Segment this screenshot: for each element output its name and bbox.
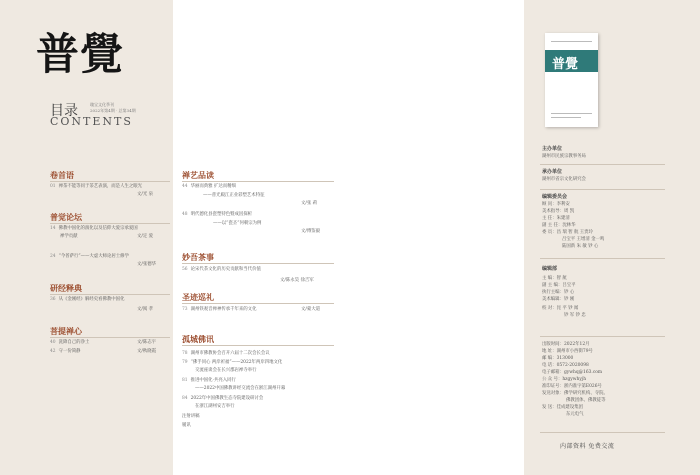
publish-value: 佳成建设集团 xyxy=(556,405,583,410)
publish-value: 浙内准字第E026号 xyxy=(563,384,602,389)
committee-row: 主 任：朱建清 xyxy=(542,216,570,221)
publish-label: 公 众 号： xyxy=(542,377,563,382)
cover-title: 普覺 xyxy=(552,57,579,72)
toc-entry-continued[interactable] xyxy=(60,234,78,240)
page-number: 81 xyxy=(182,378,188,383)
page-number: 44 xyxy=(182,184,188,189)
committee-row xyxy=(562,244,598,250)
section-title: 妙吾茶事 xyxy=(182,252,214,262)
section-title: 菩提禅心 xyxy=(50,326,82,336)
committee-names: 吕宝平 王增清 金一鸣 xyxy=(562,237,605,242)
publish-label: 准印证号： xyxy=(542,384,564,389)
toc-entry-continued[interactable] xyxy=(195,404,235,410)
publish-value: 2022年12月 xyxy=(563,342,590,347)
section-divider xyxy=(182,181,334,182)
toc-entry[interactable] xyxy=(182,360,282,366)
entry-title: 湖州市佛教协会召开六届十二次会长会议 xyxy=(190,351,270,356)
entry-author: 文/阅 孝 xyxy=(137,307,154,312)
toc-entry[interactable] xyxy=(50,226,138,232)
page-number: 40 xyxy=(50,340,56,345)
sponsor-label: 主办单位 xyxy=(542,146,563,152)
publish-row xyxy=(542,377,586,383)
entry-author: 文/蒙大道 xyxy=(301,307,321,312)
issue-meta-line2: 2022年第4期 · 总第34期 xyxy=(90,108,136,113)
editorial-role: 美术编辑 xyxy=(542,297,560,302)
toc-title: 目录 xyxy=(50,103,78,119)
toc-entry[interactable] xyxy=(50,340,89,346)
publish-row xyxy=(542,356,573,362)
section-title: 普觉论坛 xyxy=(50,212,82,222)
toc-entry[interactable] xyxy=(50,184,142,190)
publish-value: gywhq@163.com xyxy=(563,370,603,375)
entry-title: ——2022中国佛教讲经交流会在浙江湖州开幕 xyxy=(195,386,286,391)
distribution-note: 内部资料 免费交流 xyxy=(560,443,615,450)
committee-role: 委 员 xyxy=(542,230,553,235)
entry-title: ——以“瓷圣”何朝宗为例 xyxy=(213,221,262,226)
cover-rule xyxy=(551,113,592,114)
entry-author: 文/陈志宇 xyxy=(137,340,157,345)
section-divider xyxy=(182,345,334,346)
publish-label: 发送对象： xyxy=(542,391,564,396)
editorial-row xyxy=(564,313,586,319)
page-number: 24 xyxy=(50,254,56,259)
publish-row xyxy=(542,384,602,390)
toc-entry[interactable] xyxy=(182,396,263,402)
colophon-divider xyxy=(540,189,665,190)
committee-row: 委 员：昌 瑞 智 航 王贵玲 xyxy=(542,230,593,235)
editorial-names: 钞 心 xyxy=(563,290,575,295)
publish-label: 出版时间： xyxy=(542,342,564,347)
committee-row: 副 主 任：沈林华 xyxy=(542,223,576,228)
entry-title: 禅学贡献 xyxy=(60,234,78,239)
issue-meta-line1: 瑰宝文化季刊 xyxy=(90,102,114,107)
editorial-names: 智 航 xyxy=(556,276,567,281)
entry-title: 守一份简静 xyxy=(58,349,81,354)
toc-title-en: CONTENTS xyxy=(50,115,133,128)
entry-title: 湖州铁观音禅神传承千年来的文化 xyxy=(190,307,257,312)
entry-title: 禅茶不能等同于茶艺表演，而是人生之眼光 xyxy=(58,184,143,189)
middle-panel xyxy=(173,0,524,475)
committee-names: 李利安 xyxy=(556,202,570,207)
section-title: 卷首语 xyxy=(50,170,74,180)
toc-entry[interactable] xyxy=(182,423,191,429)
entry-title: ——普光殿江正业彩塑艺术特征 xyxy=(203,193,265,198)
entry-title: 在浙江湖州安吉举行 xyxy=(195,404,235,409)
organizer-value: 湖州市省宗文化研究会 xyxy=(542,177,586,182)
toc-entry[interactable] xyxy=(182,267,261,273)
entry-author: 文/张德华 xyxy=(137,262,157,267)
section-title: 研经释典 xyxy=(50,283,82,293)
publish-label: 邮 编： xyxy=(542,356,557,361)
toc-entry[interactable] xyxy=(50,254,129,260)
editorial-names: 昆 平 钞 闻 xyxy=(556,306,579,311)
committee-row xyxy=(562,237,604,243)
page-number: 36 xyxy=(50,297,56,302)
page-number: 73 xyxy=(182,307,188,312)
committee-role: 主 任 xyxy=(542,216,553,221)
section-title: 禅艺品读 xyxy=(182,170,214,180)
magazine-logo: 普覺 xyxy=(36,30,124,80)
publish-row xyxy=(542,342,590,348)
toc-entry[interactable] xyxy=(182,414,200,420)
committee-names: 沈林华 xyxy=(562,223,576,228)
page-number: 78 xyxy=(182,351,188,356)
publish-value: 佛学研究机构、寺院、 xyxy=(563,391,608,396)
entry-title: 履讯 xyxy=(182,423,191,428)
page-number: 84 xyxy=(182,396,188,401)
section-divider xyxy=(50,223,170,224)
entry-title: 佛教中国化的演化以及信仰大爱宗承爱国 xyxy=(58,226,138,231)
editorial-names: 吕宝平 xyxy=(562,283,576,288)
cover-rule xyxy=(551,117,581,118)
toc-entry-continued[interactable] xyxy=(213,221,261,227)
toc-entry[interactable] xyxy=(182,184,236,190)
publish-row xyxy=(566,398,606,404)
toc-entry-continued[interactable] xyxy=(203,193,264,199)
editorial-row: 美术编辑：钞 刚 xyxy=(542,297,575,302)
editorial-row: 校 对：昆 平 钞 闻 xyxy=(542,306,579,311)
committee-role: 副 主 任 xyxy=(542,223,558,228)
entry-author: 文/定 爱 xyxy=(137,234,154,239)
editorial-row: 主 编：智 航 xyxy=(542,276,567,281)
section-divider xyxy=(50,181,170,182)
editorial-row: 副 主 编：吕宝平 xyxy=(542,283,576,288)
editorial-role: 主 编 xyxy=(542,276,553,281)
toc-entry-continued[interactable] xyxy=(195,386,285,392)
colophon-divider xyxy=(540,336,665,337)
colophon-divider xyxy=(540,432,665,433)
cover-thumbnail xyxy=(545,33,598,127)
entry-author: 文/傅鉴毅 xyxy=(301,229,321,234)
committee-names: 周 凯 xyxy=(563,209,575,214)
section-divider xyxy=(50,337,170,338)
toc-entry-continued[interactable] xyxy=(195,368,256,374)
publish-row xyxy=(542,405,583,411)
publish-value: hzgywhyjh xyxy=(562,377,587,382)
toc-entry[interactable] xyxy=(182,378,236,384)
entry-title: 洗降自己的净土 xyxy=(58,340,90,345)
entry-title: “今普萨行”——大虚大师论居士修学 xyxy=(58,254,129,259)
committee-label: 编辑委员会 xyxy=(542,194,568,200)
publish-row xyxy=(542,349,593,355)
committee-names: 昌 瑞 智 航 王贵玲 xyxy=(556,230,593,235)
toc-entry[interactable] xyxy=(182,307,256,313)
publish-label: 电子邮箱： xyxy=(542,370,564,375)
committee-role: 顾 问 xyxy=(542,202,553,207)
toc-entry[interactable] xyxy=(50,349,81,355)
toc-entry[interactable] xyxy=(182,351,270,357)
page-number: 48 xyxy=(182,212,188,217)
committee-names: 朱建清 xyxy=(556,216,570,221)
committee-role: 美术指导 xyxy=(542,209,560,214)
toc-entry[interactable] xyxy=(50,297,124,303)
entry-title: 注射讲稿 xyxy=(182,414,200,419)
committee-row: 美术指导：周 凯 xyxy=(542,209,575,214)
left-panel xyxy=(0,0,173,475)
entry-author: 文/光 泉 xyxy=(137,192,154,197)
entry-title: 推进中国化·共亮入同行 xyxy=(190,378,236,383)
issue-meta xyxy=(90,102,136,114)
page-number: 56 xyxy=(182,267,188,272)
editorial-role: 校 对 xyxy=(542,306,553,311)
committee-names: 陆国新 朱 敏 钞 心 xyxy=(562,244,599,249)
editorial-label: 编辑部 xyxy=(542,266,558,272)
publish-row xyxy=(566,412,584,418)
page-number: 79 xyxy=(182,360,188,365)
publish-row xyxy=(542,363,589,369)
publish-value: 0572-2020098 xyxy=(556,363,589,368)
entry-title: 明代德化县瓷塑特色暨成因探析 xyxy=(190,212,253,217)
section-title: 圣迹巡礼 xyxy=(182,292,214,302)
entry-author: 文/秋晓霞 xyxy=(137,349,157,354)
page-number: 14 xyxy=(50,226,56,231)
editorial-role: 执行主编 xyxy=(542,290,560,295)
entry-title: 从《金刚经》解经史看佛教中国化 xyxy=(58,297,125,302)
publish-value: 湖州市小西街79号 xyxy=(556,349,593,354)
publish-row xyxy=(542,370,602,376)
publish-label: 发 送： xyxy=(542,405,557,410)
section-divider xyxy=(182,263,334,264)
page-number: 01 xyxy=(50,184,56,189)
section-divider xyxy=(182,303,334,304)
editorial-names: 钞 刚 xyxy=(563,297,575,302)
entry-title: 交流座谈会在长兴郡岩禅寺举行 xyxy=(195,368,257,373)
sponsor-value: 湖州市民族宗教事务局 xyxy=(542,154,586,159)
entry-title: 华丽而典雅 扩达而精细 xyxy=(190,184,236,189)
publish-label: 地 址： xyxy=(542,349,557,354)
section-title: 孤城佛讯 xyxy=(182,334,214,344)
entry-title: 2022年中国佛教生态寺院建设研讨会 xyxy=(190,396,264,401)
entry-author: 文/陈永昊 徐吉军 xyxy=(280,278,314,283)
editorial-names: 钞 军 钞 忠 xyxy=(564,313,586,318)
publish-value: 东元电气 xyxy=(566,412,584,417)
page-number: 42 xyxy=(50,349,56,354)
committee-row: 顾 问：李利安 xyxy=(542,202,570,207)
colophon-divider xyxy=(540,258,665,259)
entry-title: “佛手同心 两岸祈福”——2022年两岸四地文化 xyxy=(190,360,283,365)
entry-author: 文/张 莉 xyxy=(301,201,318,206)
editorial-role: 副 主 编 xyxy=(542,283,558,288)
publish-value: 313000 xyxy=(556,356,574,361)
organizer-label: 承办单位 xyxy=(542,169,563,175)
colophon-divider xyxy=(540,164,665,165)
publish-row xyxy=(542,391,608,397)
publish-label: 电 话： xyxy=(542,363,557,368)
toc-entry[interactable] xyxy=(182,212,252,218)
entry-title: 论宋代茶文化的历史贡献和当代价值 xyxy=(190,267,261,272)
editorial-row: 执行主编：钞 心 xyxy=(542,290,575,295)
cover-rule xyxy=(551,41,592,42)
section-divider xyxy=(50,294,170,295)
publish-value: 佛教团体、佛教徒等 xyxy=(566,398,606,403)
